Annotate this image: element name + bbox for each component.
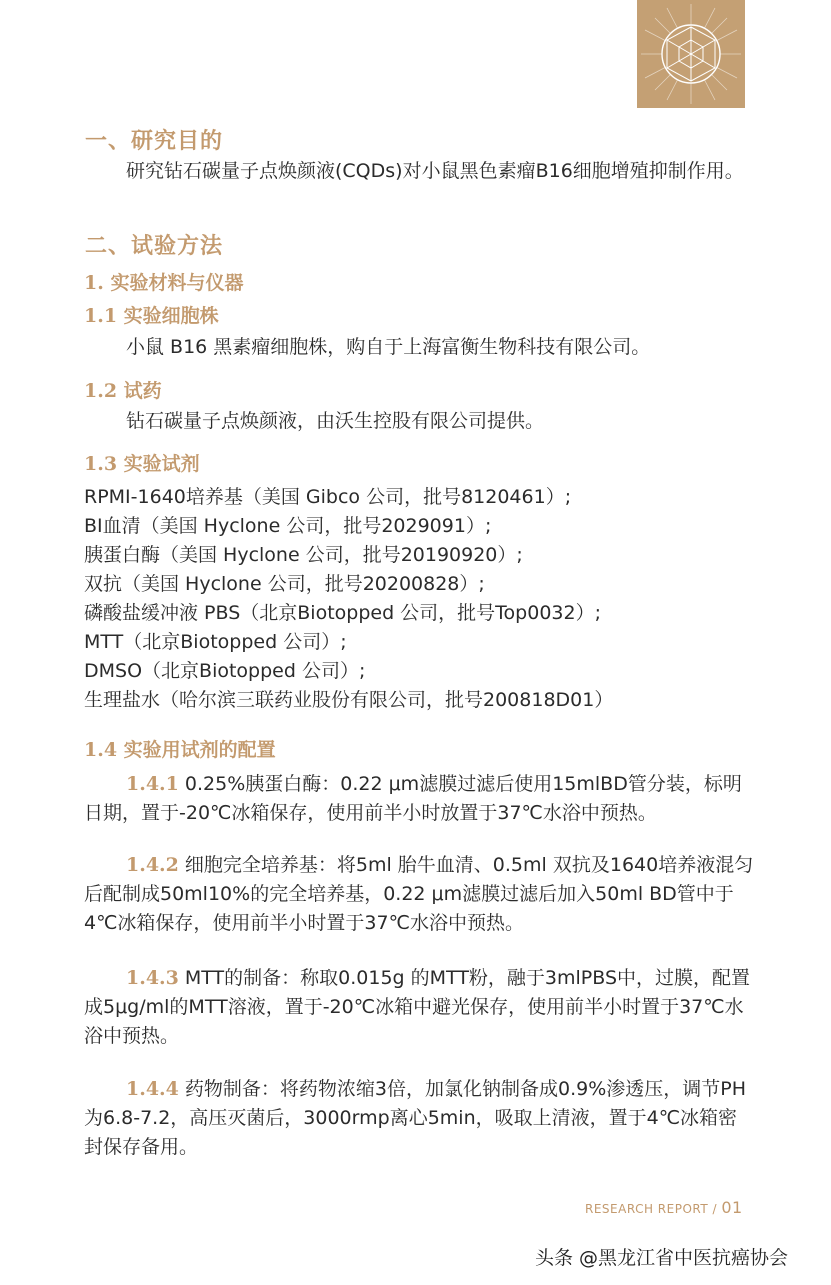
subsection-1-1-text: 小鼠 B16 黑素瘤细胞株，购自于上海富衡生物科技有限公司。 <box>126 336 651 358</box>
reagent-item: 生理盐水（哈尔滨三联药业股份有限公司，批号200818D01） <box>84 689 614 711</box>
reagent-item: RPMI-1640培养基（美国 Gibco 公司，批号8120461）; <box>84 486 572 508</box>
section-1-text: 研究钻石碳量子点焕颜液(CQDs)对小鼠黑色素瘤B16细胞增殖抑制作用。 <box>126 160 744 182</box>
reagent-item: 磷酸盐缓冲液 PBS（北京Biotopped 公司，批号Top0032）; <box>84 602 601 624</box>
subsection-1-2-text: 钻石碳量子点焕颜液，由沃生控股有限公司提供。 <box>126 410 545 432</box>
reagent-prep-item <box>84 964 754 1051</box>
section-2-title: 二、试验方法 <box>85 233 224 259</box>
reagent-prep-item <box>84 1075 754 1162</box>
footer-report-label <box>585 1198 743 1217</box>
reagent-item: MTT（北京Biotopped 公司）; <box>84 631 347 653</box>
report-label: RESEARCH REPORT / <box>585 1202 718 1216</box>
reagent-item: 胰蛋白酶（美国 Hyclone 公司，批号20190920）; <box>84 544 523 566</box>
reagent-item: 双抗（美国 Hyclone 公司，批号20200828）; <box>84 573 485 595</box>
reagent-prep-item <box>84 851 754 938</box>
watermark: 头条 @黑龙江省中医抗癌协会 <box>535 1247 789 1269</box>
item-number: 1.4.4 <box>126 1078 179 1100</box>
reagent-item: BI血清（美国 Hyclone 公司，批号2029091）; <box>84 515 492 537</box>
item-number: 1.4.3 <box>126 967 179 989</box>
subsection-1-title: 1. 实验材料与仪器 <box>84 272 244 294</box>
subsection-1-2-title: 1.2 试药 <box>84 380 162 402</box>
item-number: 1.4.1 <box>126 773 179 795</box>
subsection-1-1-title: 1.1 实验细胞株 <box>84 305 219 327</box>
reagent-item: DMSO（北京Biotopped 公司）; <box>84 660 366 682</box>
reagent-prep-item <box>84 770 754 828</box>
item-number: 1.4.2 <box>126 854 179 876</box>
item-text: 药物制备：将药物浓缩3倍，加氯化钠制备成0.9%渗透压，调节PH为6.8-7.2，高压灭菌后，3000rmp离心5min，吸取上清液，置于4℃冰箱密封保存备用。 <box>84 1078 746 1158</box>
item-text: 0.25%胰蛋白酶：0.22 μm滤膜过滤后使用15mlBD管分装，标明日期，置于-20℃冰箱保存，使用前半小时放置于37℃水浴中预热。 <box>84 773 742 824</box>
section-1-title: 一、研究目的 <box>85 128 224 154</box>
page-number: 01 <box>721 1198 743 1217</box>
subsection-1-4-title: 1.4 实验用试剂的配置 <box>84 739 276 761</box>
item-text: MTT的制备：称取0.015g 的MTT粉，融于3mlPBS中，过膜，配置成5μg/ml的MTT溶液，置于-20℃冰箱中避光保存，使用前半小时置于37℃水浴中预热。 <box>84 967 751 1047</box>
subsection-1-3-title: 1.3 实验试剂 <box>84 453 200 475</box>
item-text: 细胞完全培养基：将5ml 胎牛血清、0.5ml 双抗及1640培养液混匀后配制成50ml10%的完全培养基，0.22 μm滤膜过滤后加入50ml BD管中于4℃冰箱保存，使用前半小时置于37℃水浴中预热。 <box>84 854 754 934</box>
